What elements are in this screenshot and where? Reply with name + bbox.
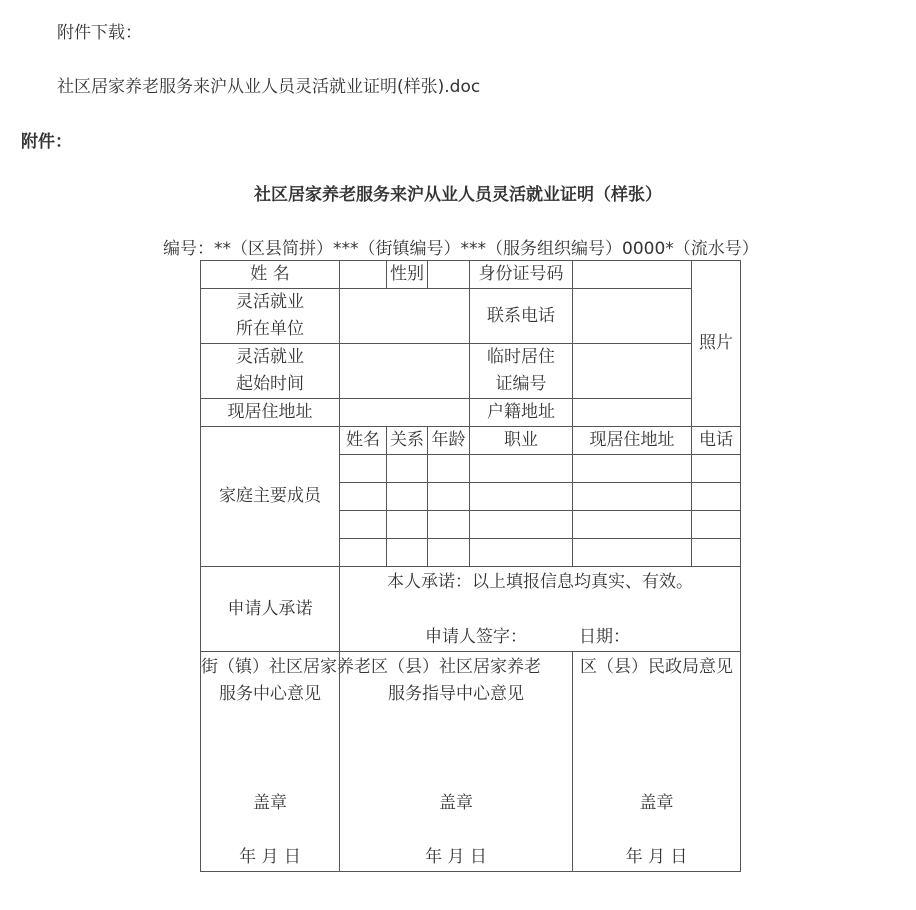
phone-label: 联系电话 bbox=[470, 289, 573, 344]
family-header-phone: 电话 bbox=[692, 427, 741, 455]
family-cell[interactable] bbox=[387, 539, 428, 567]
family-cell[interactable] bbox=[573, 539, 692, 567]
start-time-label-line1: 灵活就业 bbox=[236, 347, 304, 367]
download-label: 附件下载： bbox=[57, 23, 142, 43]
signature-line bbox=[340, 624, 740, 651]
attachment-heading: 附件： bbox=[21, 132, 72, 152]
family-cell[interactable] bbox=[340, 511, 387, 539]
street-center-opinion-cell bbox=[201, 652, 371, 872]
photo-cell bbox=[692, 261, 741, 427]
serial-number-line: 编号：**（区县简拼）***（街镇编号）***（服务组织编号）0000*（流水号） bbox=[163, 239, 759, 259]
district-opinion-title-line1: 区（县）社区居家养老 bbox=[371, 657, 541, 677]
hukou-address-label: 户籍地址 bbox=[470, 399, 573, 427]
id-number-value-cell[interactable] bbox=[573, 261, 692, 289]
family-cell[interactable] bbox=[573, 483, 692, 511]
family-header-name: 姓名 bbox=[340, 427, 387, 455]
id-number-label: 身份证号码 bbox=[470, 261, 573, 289]
promise-cell bbox=[340, 567, 741, 652]
family-cell[interactable] bbox=[428, 483, 470, 511]
form-row-address bbox=[201, 399, 741, 427]
current-address-label: 现居住地址 bbox=[201, 399, 340, 427]
family-cell[interactable] bbox=[387, 483, 428, 511]
seal-label: 盖章 bbox=[639, 793, 674, 813]
family-cell[interactable] bbox=[573, 511, 692, 539]
family-header-job: 职业 bbox=[470, 427, 573, 455]
family-cell[interactable] bbox=[428, 511, 470, 539]
family-cell[interactable] bbox=[692, 511, 741, 539]
form-row-basic bbox=[201, 261, 741, 289]
gender-label: 性别 bbox=[387, 261, 428, 289]
civil-affairs-opinion-title-line1: 区（县）民政局意见 bbox=[580, 657, 733, 677]
opinion-row bbox=[201, 652, 741, 872]
family-cell[interactable] bbox=[692, 539, 741, 567]
family-cell[interactable] bbox=[573, 455, 692, 483]
residence-permit-label bbox=[470, 344, 573, 399]
date-placeholder: 年 月 日 bbox=[425, 847, 487, 867]
promise-label: 申请人承诺 bbox=[201, 567, 340, 652]
gender-value-cell[interactable] bbox=[428, 261, 470, 289]
family-header-relation: 关系 bbox=[387, 427, 428, 455]
date-label: 日期： bbox=[579, 627, 630, 647]
signature-label: 申请人签字： bbox=[425, 627, 527, 647]
photo-label: 照片 bbox=[699, 333, 733, 353]
attachment-download-link[interactable]: 社区居家养老服务来沪从业人员灵活就业证明(样张).doc bbox=[57, 77, 481, 97]
family-cell[interactable] bbox=[470, 539, 573, 567]
form-row-start bbox=[201, 344, 741, 399]
family-cell[interactable] bbox=[692, 483, 741, 511]
family-cell[interactable] bbox=[387, 511, 428, 539]
family-cell[interactable] bbox=[340, 483, 387, 511]
street-opinion-title bbox=[201, 652, 371, 708]
family-cell[interactable] bbox=[428, 539, 470, 567]
residence-permit-label-line1: 临时居住 bbox=[487, 347, 555, 367]
name-label: 姓 名 bbox=[201, 261, 340, 289]
district-opinion-title-line2: 服务指导中心意见 bbox=[388, 684, 524, 704]
family-cell[interactable] bbox=[428, 455, 470, 483]
current-address-value-cell[interactable] bbox=[340, 399, 470, 427]
employer-label-line2: 所在单位 bbox=[236, 319, 304, 339]
family-header-row bbox=[201, 427, 741, 455]
start-time-value-cell[interactable] bbox=[340, 344, 470, 399]
phone-value-cell[interactable] bbox=[573, 289, 692, 344]
employer-value-cell[interactable] bbox=[340, 289, 470, 344]
document-title: 社区居家养老服务来沪从业人员灵活就业证明（样张） bbox=[254, 185, 662, 205]
form-row-employer bbox=[201, 289, 741, 344]
family-cell[interactable] bbox=[692, 455, 741, 483]
date-placeholder: 年 月 日 bbox=[239, 847, 301, 867]
name-value-cell[interactable] bbox=[340, 261, 387, 289]
family-cell[interactable] bbox=[470, 483, 573, 511]
start-time-label bbox=[201, 344, 340, 399]
family-cell[interactable] bbox=[470, 455, 573, 483]
family-members-label: 家庭主要成员 bbox=[201, 427, 340, 567]
residence-permit-label-line2: 证编号 bbox=[495, 374, 547, 394]
family-cell[interactable] bbox=[470, 511, 573, 539]
date-placeholder: 年 月 日 bbox=[625, 847, 688, 867]
certificate-form-table bbox=[200, 260, 741, 872]
start-time-label-line2: 起始时间 bbox=[236, 374, 304, 394]
promise-row bbox=[201, 567, 741, 652]
civil-affairs-opinion-cell bbox=[573, 652, 741, 872]
civil-affairs-opinion-title bbox=[573, 652, 740, 708]
district-center-opinion-cell bbox=[340, 652, 573, 872]
employer-label-line1: 灵活就业 bbox=[236, 292, 304, 312]
family-header-address: 现居住地址 bbox=[573, 427, 692, 455]
seal-label: 盖章 bbox=[439, 793, 473, 813]
street-opinion-title-line1: 街（镇）社区居家养老 bbox=[201, 657, 371, 677]
family-cell[interactable] bbox=[387, 455, 428, 483]
hukou-address-value-cell[interactable] bbox=[573, 399, 692, 427]
street-opinion-title-line2: 服务中心意见 bbox=[219, 684, 321, 704]
family-header-age: 年龄 bbox=[428, 427, 470, 455]
family-cell[interactable] bbox=[340, 455, 387, 483]
seal-label: 盖章 bbox=[253, 793, 287, 813]
promise-text: 本人承诺：以上填报信息均真实、有效。 bbox=[387, 572, 693, 592]
district-opinion-title bbox=[340, 652, 572, 708]
family-cell[interactable] bbox=[340, 539, 387, 567]
civil-affairs-opinion-title-line2 bbox=[654, 684, 659, 704]
employer-label bbox=[201, 289, 340, 344]
residence-permit-value-cell[interactable] bbox=[573, 344, 692, 399]
